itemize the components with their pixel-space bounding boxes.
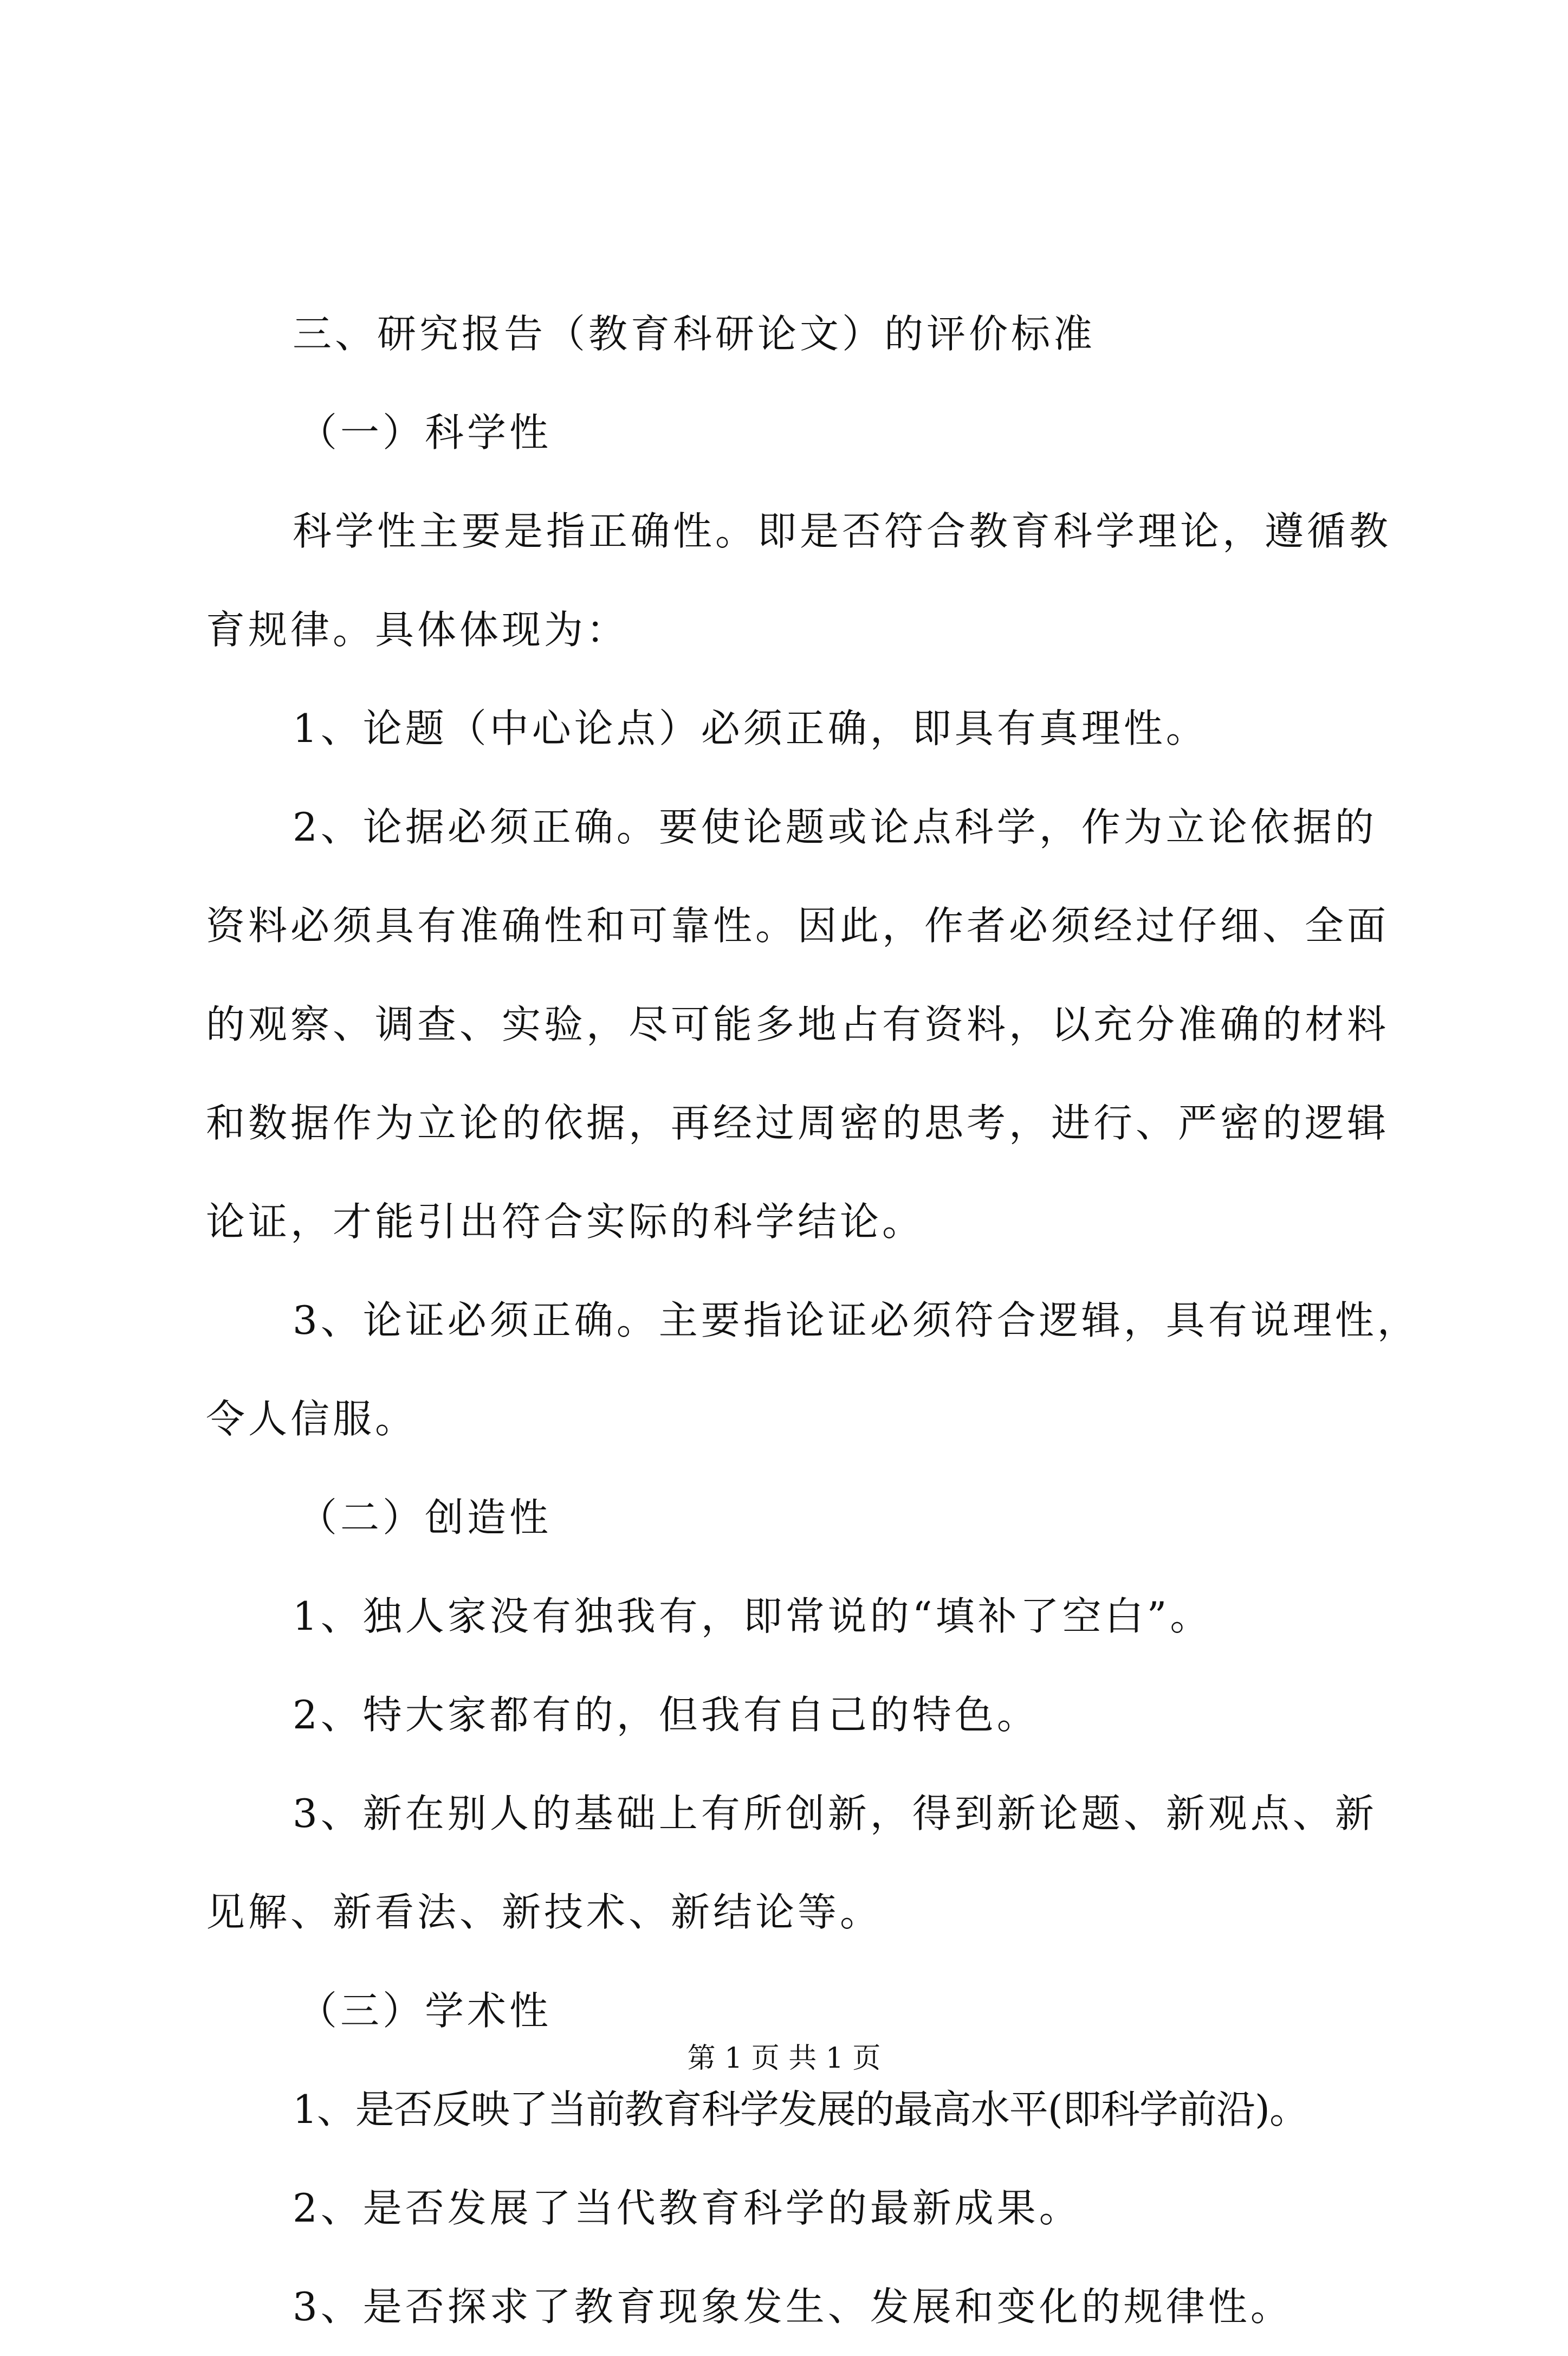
- list-item: 3、新在别人的基础上有所创新，得到新论题、新观点、新: [293, 1791, 1377, 1836]
- paragraph-line: 令人信服。: [206, 1396, 418, 1442]
- list-item: 1、独人家没有独我有，即常说的“填补了空白”。: [293, 1593, 1213, 1639]
- list-item: 1、论题（中心论点）必须正确，即具有真理性。: [293, 706, 1208, 751]
- list-item: 2、论据必须正确。要使论题或论点科学，作为立论依据的: [293, 804, 1377, 850]
- paragraph-line: 论证，才能引出符合实际的科学结论。: [206, 1199, 925, 1244]
- paragraph-line: 资料必须具有准确性和可靠性。因此，作者必须经过仔细、全面: [206, 903, 1390, 948]
- paragraph-line: 见解、新看法、新技术、新结论等。: [206, 1889, 883, 1935]
- subsection-heading: （二）创造性: [298, 1495, 552, 1540]
- subsection-heading: （三）学术性: [298, 1988, 552, 2034]
- list-item: 3、是否探求了教育现象发生、发展和变化的规律性。: [293, 2284, 1293, 2329]
- paragraph-line: 和数据作为立论的依据，再经过周密的思考，进行、严密的逻辑: [206, 1100, 1390, 1146]
- paragraph-line: 育规律。具体体现为：: [206, 607, 629, 653]
- list-item: 1、是否反映了当前教育科学发展的最高水平(即科学前沿)。: [293, 2087, 1308, 2132]
- list-item: 2、特大家都有的，但我有自己的特色。: [293, 1692, 1039, 1738]
- list-item: 2、是否发展了当代教育科学的最新成果。: [293, 2185, 1081, 2231]
- subsection-heading: （一）科学性: [298, 410, 552, 455]
- paragraph-line: 科学性主要是指正确性。即是否符合教育科学理论，遵循教: [293, 508, 1392, 554]
- section-heading: 三、研究报告（教育科研论文）的评价标准: [293, 311, 1096, 357]
- paragraph-line: 的观察、调查、实验，尽可能多地占有资料，以充分准确的材料: [206, 1002, 1390, 1047]
- page-footer: 第 1 页 共 1 页: [687, 2042, 881, 2075]
- list-item: 3、论证必须正确。主要指论证必须符合逻辑，具有说理性，: [293, 1298, 1420, 1343]
